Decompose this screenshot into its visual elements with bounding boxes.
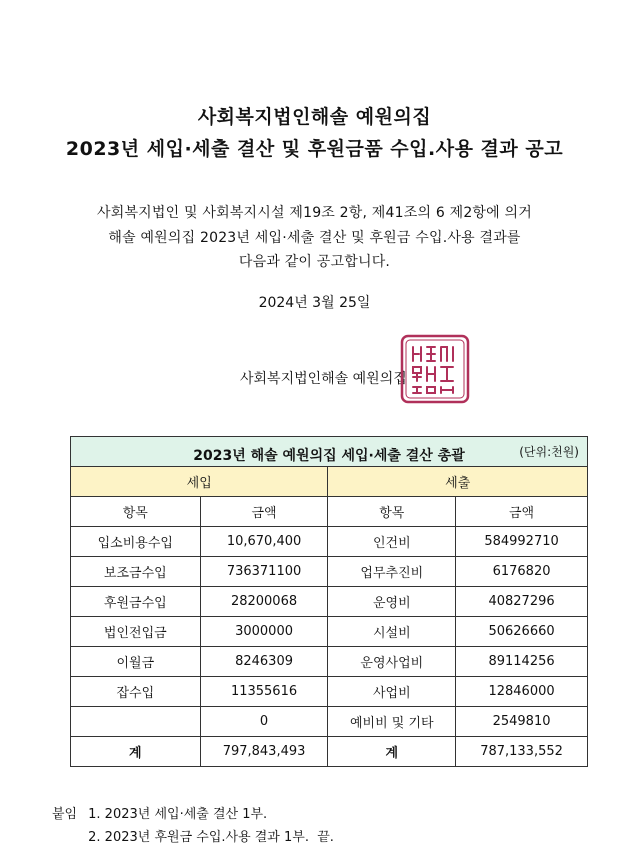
revenue-amount-header: 금액 bbox=[200, 497, 328, 527]
revenue-item: 이월금 bbox=[71, 647, 201, 677]
expense-amount: 40827296 bbox=[456, 587, 588, 617]
revenue-header: 세입 bbox=[71, 467, 328, 497]
expense-item: 운영사업비 bbox=[328, 647, 456, 677]
revenue-amount: 10,670,400 bbox=[200, 527, 328, 557]
attachment-line-1 bbox=[52, 803, 334, 826]
revenue-amount: 8246309 bbox=[200, 647, 328, 677]
revenue-total: 797,843,493 bbox=[200, 737, 328, 767]
expense-item: 업무추진비 bbox=[328, 557, 456, 587]
table-row bbox=[71, 647, 588, 677]
revenue-amount: 3000000 bbox=[200, 617, 328, 647]
expense-amount: 12846000 bbox=[456, 677, 588, 707]
total-row bbox=[71, 737, 588, 767]
revenue-item: 입소비용수입 bbox=[71, 527, 201, 557]
attachment-line-2 bbox=[52, 826, 334, 849]
attachment-item-2: 2. 2023년 후원금 수입.사용 결과 1부. 끝. bbox=[88, 830, 334, 845]
table-row bbox=[71, 707, 588, 737]
expense-header: 세출 bbox=[328, 467, 588, 497]
expense-total-label: 계 bbox=[328, 737, 456, 767]
body-line-1: 사회복지법인 및 사회복지시설 제19조 2항, 제41조의 6 제2항에 의거 bbox=[97, 205, 532, 221]
revenue-amount: 28200068 bbox=[200, 587, 328, 617]
notice-date: 2024년 3월 25일 bbox=[258, 295, 371, 311]
revenue-item: 후원금수입 bbox=[71, 587, 201, 617]
revenue-total-label: 계 bbox=[71, 737, 201, 767]
signer-name: 사회복지법인해솔 예원의집 bbox=[240, 371, 407, 387]
table-title: 2023년 해솔 예원의집 세입·세출 결산 총괄 bbox=[193, 448, 465, 464]
table-row bbox=[71, 587, 588, 617]
expense-item: 인건비 bbox=[328, 527, 456, 557]
expense-amount: 584992710 bbox=[456, 527, 588, 557]
table-caption-cell bbox=[71, 437, 588, 467]
expense-amount: 89114256 bbox=[456, 647, 588, 677]
revenue-item: 법인전입금 bbox=[71, 617, 201, 647]
org-title: 사회복지법인해솔 예원의집 bbox=[197, 106, 432, 128]
side-header-row bbox=[71, 467, 588, 497]
revenue-item: 보조금수입 bbox=[71, 557, 201, 587]
expense-amount: 6176820 bbox=[456, 557, 588, 587]
table-row bbox=[71, 557, 588, 587]
table-caption-row bbox=[71, 437, 588, 467]
body-line-3: 다음과 같이 공고합니다. bbox=[238, 254, 391, 270]
attachments-label: 붙임 bbox=[52, 807, 78, 822]
official-seal-stamp bbox=[399, 333, 471, 405]
expense-item: 예비비 및 기타 bbox=[328, 707, 456, 737]
table-row bbox=[71, 617, 588, 647]
table-unit: (단위:천원) bbox=[519, 445, 579, 459]
revenue-item: 잡수입 bbox=[71, 677, 201, 707]
table-row bbox=[71, 677, 588, 707]
revenue-item bbox=[71, 707, 201, 737]
expense-total: 787,133,552 bbox=[456, 737, 588, 767]
expense-amount: 50626660 bbox=[456, 617, 588, 647]
revenue-amount: 0 bbox=[200, 707, 328, 737]
settlement-summary-table bbox=[70, 436, 588, 767]
table-row bbox=[71, 527, 588, 557]
attachments bbox=[52, 803, 334, 849]
revenue-item-header: 항목 bbox=[71, 497, 201, 527]
expense-item: 시설비 bbox=[328, 617, 456, 647]
body-line-2: 해솔 예원의집 2023년 세입·세출 결산 및 후원금 수입.사용 결과를 bbox=[108, 230, 521, 246]
expense-item: 사업비 bbox=[328, 677, 456, 707]
column-header-row bbox=[71, 497, 588, 527]
revenue-amount: 11355616 bbox=[200, 677, 328, 707]
expense-amount-header: 금액 bbox=[456, 497, 588, 527]
revenue-amount: 736371100 bbox=[200, 557, 328, 587]
attachment-item-1: 1. 2023년 세입·세출 결산 1부. bbox=[88, 807, 268, 822]
expense-item-header: 항목 bbox=[328, 497, 456, 527]
expense-amount: 2549810 bbox=[456, 707, 588, 737]
notice-title: 2023년 세입·세출 결산 및 후원금품 수입.사용 결과 공고 bbox=[65, 138, 564, 160]
expense-item: 운영비 bbox=[328, 587, 456, 617]
